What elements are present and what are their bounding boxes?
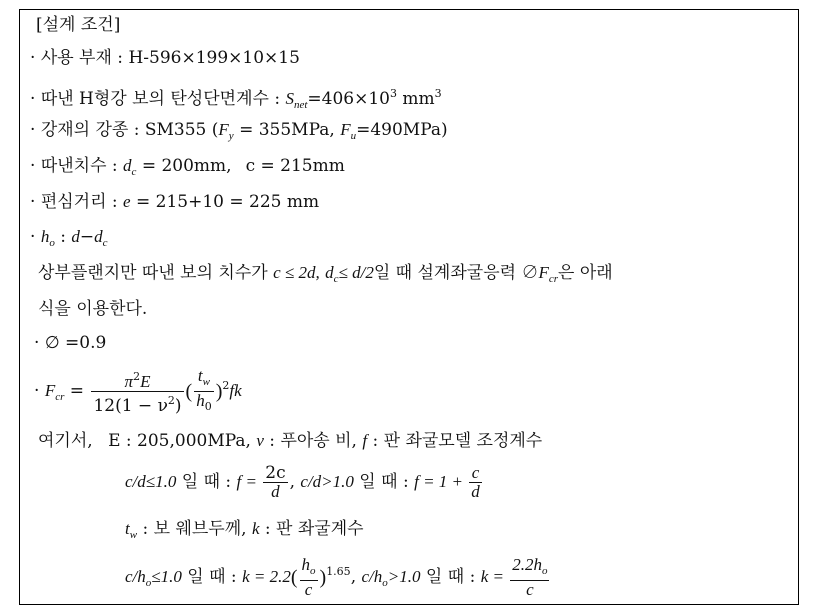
phi-line bbox=[34, 332, 106, 354]
desc-fcr: F bbox=[538, 263, 549, 282]
fu-value: =490MPa) bbox=[356, 120, 448, 140]
k1-paren-open: ( bbox=[290, 566, 298, 589]
young-e: E bbox=[140, 372, 151, 391]
k-symbol: k bbox=[251, 519, 260, 538]
phi-value: ∅ =0.9 bbox=[44, 333, 107, 353]
f-symbol: f bbox=[362, 431, 368, 450]
den-text: 12(1 − ν bbox=[93, 396, 168, 416]
k2-den-text: c bbox=[526, 580, 534, 599]
paren-close: ) bbox=[215, 380, 223, 403]
tw: t bbox=[197, 366, 203, 385]
bullet: · bbox=[34, 381, 40, 401]
pi-exponent: 2 bbox=[133, 370, 141, 383]
fcr-lhs-subscript: cr bbox=[55, 391, 65, 403]
ho-sep: : bbox=[54, 227, 72, 247]
k-cond1-subscript: o bbox=[145, 577, 152, 589]
modulus-label: 따낸 H형강 보의 탄성단면계수 : bbox=[40, 89, 286, 109]
f-when-1: 일 때 : bbox=[176, 472, 237, 492]
f2-lhs: f = 1 + bbox=[414, 472, 468, 491]
fcr-formula-line bbox=[34, 366, 242, 417]
tw-text: : 보 웨브두께, bbox=[137, 519, 252, 539]
paren-exponent: 2 bbox=[222, 379, 230, 392]
f-text: : 판 좌굴모델 조정계수 bbox=[367, 431, 543, 451]
k2-numerator bbox=[510, 556, 549, 581]
k1-fraction bbox=[300, 556, 318, 599]
k1-exponent: 1.65 bbox=[326, 565, 351, 578]
modulus-value: =406×10 bbox=[307, 89, 390, 109]
k2-num-text: 2.2h bbox=[512, 555, 542, 574]
nu-text: : 푸아송 비, bbox=[263, 431, 363, 451]
modulus-line bbox=[30, 83, 442, 116]
fk: fk bbox=[229, 381, 242, 400]
den-close: ) bbox=[174, 396, 182, 416]
k2-lhs: k = bbox=[480, 567, 509, 586]
k1-numerator bbox=[300, 556, 318, 581]
member-line bbox=[30, 47, 300, 69]
f2-den-text: d bbox=[471, 482, 480, 501]
heading: [설계 조건] bbox=[36, 15, 121, 35]
design-conditions-box bbox=[19, 9, 799, 605]
dc-subscript: c bbox=[131, 166, 137, 178]
description-line-1 bbox=[38, 262, 613, 290]
modulus-unit-exponent: 3 bbox=[434, 87, 442, 100]
fcr-main-fraction bbox=[91, 368, 183, 415]
cope-dimension-line bbox=[30, 155, 345, 183]
fu-subscript: u bbox=[350, 130, 357, 142]
f-cond1: c/d≤1.0 bbox=[125, 472, 177, 491]
desc-dc-subscript: c bbox=[333, 273, 339, 285]
desc-dc: d bbox=[325, 263, 334, 282]
desc-text-c: 은 아래 bbox=[558, 263, 613, 283]
cope-label: 따낸치수 : bbox=[40, 156, 124, 176]
member-label: 사용 부재 : bbox=[40, 48, 129, 68]
tw-line bbox=[125, 518, 364, 546]
desc-fcr-subscript: cr bbox=[548, 273, 559, 285]
k-cond1-a: c/h bbox=[125, 567, 146, 586]
f1-denominator bbox=[263, 483, 287, 501]
ecc-value: = 215+10 = 225 mm bbox=[130, 192, 320, 212]
where-label: 여기서, bbox=[38, 431, 93, 451]
f-case-line: c/d≤1.0 일 때 : f = $\frac{2c}{d}$ , c/d>1.0 일 때 : f = 1 + $\frac{c}{d}$ bbox=[125, 463, 480, 501]
k1-den-text: c bbox=[304, 580, 313, 599]
c-value: c = 215mm bbox=[245, 156, 345, 176]
bullet: · bbox=[30, 89, 36, 109]
ho-minus: − bbox=[79, 227, 95, 247]
steel-grade-line bbox=[30, 119, 448, 147]
ho-dc-subscript: c bbox=[102, 237, 108, 249]
tw-symbol: t bbox=[125, 519, 130, 538]
desc-text-b: 일 때 설계좌굴응력 bbox=[373, 263, 522, 283]
desc-cond2: ≤ d/2 bbox=[338, 263, 374, 282]
tw-numerator bbox=[194, 367, 214, 392]
description-line-2: 식을 이용한다. bbox=[38, 299, 148, 319]
dc-value: = 200mm, bbox=[136, 156, 232, 176]
k-when-1: 일 때 : bbox=[181, 567, 243, 587]
ho-dc: d bbox=[94, 227, 103, 246]
tw-h0-fraction bbox=[194, 367, 214, 416]
h0-denominator bbox=[194, 392, 214, 416]
bullet: · bbox=[30, 156, 36, 176]
modulus-subscript: net bbox=[293, 99, 308, 111]
fcr-lhs: F bbox=[44, 381, 56, 400]
bullet: · bbox=[30, 120, 36, 140]
k-when-2: 일 때 : bbox=[420, 567, 481, 587]
phi-symbol: ∅ bbox=[521, 263, 539, 283]
fcr-numerator bbox=[91, 368, 183, 392]
where-line bbox=[38, 430, 542, 452]
h0-subscript: 0 bbox=[204, 400, 212, 413]
fcr-eq: = bbox=[64, 381, 90, 401]
k1-num-h: h bbox=[301, 555, 311, 574]
ho-symbol: h bbox=[40, 227, 50, 246]
f1-fraction bbox=[263, 464, 287, 501]
where-e: E : 205,000MPa, bbox=[108, 431, 257, 451]
k2-denominator bbox=[510, 581, 549, 599]
fy-symbol: F bbox=[218, 120, 229, 139]
modulus-unit: mm bbox=[396, 89, 435, 109]
k-cond2-b: >1.0 bbox=[387, 567, 421, 586]
f2-denominator bbox=[469, 483, 482, 501]
bullet: · bbox=[30, 192, 36, 212]
k1-denominator bbox=[300, 581, 318, 599]
k-cond2-subscript: o bbox=[382, 577, 388, 589]
k2-fraction bbox=[510, 556, 549, 599]
f1-lhs: f = bbox=[236, 472, 262, 491]
ecc-symbol: e bbox=[123, 192, 131, 211]
f2-numerator bbox=[469, 464, 482, 483]
nu-exponent: 2 bbox=[167, 394, 175, 407]
k-cond1-b: ≤1.0 bbox=[151, 567, 182, 586]
fy-value: = 355MPa, bbox=[233, 120, 341, 140]
k2-num-subscript: o bbox=[541, 565, 548, 577]
ho-d: d bbox=[71, 227, 80, 246]
f2-num-text: c bbox=[471, 463, 480, 482]
modulus-symbol: S bbox=[285, 89, 294, 108]
tw-subscript: w bbox=[202, 376, 210, 388]
f1-den-text: d bbox=[271, 482, 280, 501]
bullet: · bbox=[30, 48, 36, 68]
desc-cond1: c ≤ 2d, bbox=[273, 263, 320, 282]
f-cond2: c/d>1.0 bbox=[300, 472, 354, 491]
k1-num-subscript: o bbox=[310, 565, 316, 577]
paren-open: ( bbox=[185, 380, 193, 403]
fu-symbol: F bbox=[340, 120, 351, 139]
k-cond2-a: c/h bbox=[361, 567, 383, 586]
pi: π bbox=[124, 372, 134, 391]
f1-numerator: 2c bbox=[265, 463, 286, 483]
ho-line bbox=[30, 226, 108, 254]
modulus-exponent: 3 bbox=[389, 87, 397, 100]
eccentricity-line bbox=[30, 191, 319, 213]
ecc-label: 편심거리 : bbox=[40, 192, 124, 212]
h0: h bbox=[196, 391, 205, 410]
k-case-line: $c/h_o\le 1.0$ 일 때 : k = 2.2( $\frac{h_o}{c}$ )$^{1.65}$, $c/h_o>1.0$ 일 때 : k = $\frac{2.2h_o}{c}$ bbox=[125, 555, 548, 599]
f-when-2: 일 때 : bbox=[353, 472, 415, 492]
f2-fraction bbox=[469, 464, 482, 501]
fy-subscript: y bbox=[228, 130, 234, 142]
bullet: · bbox=[30, 227, 36, 247]
member-value: H-596×199×10×15 bbox=[128, 48, 300, 68]
dc-symbol: d bbox=[123, 156, 132, 175]
fcr-denominator bbox=[91, 392, 183, 415]
k-text: : 판 좌굴계수 bbox=[259, 519, 364, 539]
bullet: · bbox=[34, 333, 40, 353]
ho-subscript: o bbox=[49, 237, 55, 249]
tw-symbol-subscript: w bbox=[129, 529, 138, 541]
nu-symbol: ν bbox=[256, 431, 264, 450]
k1-lhs: k = 2.2 bbox=[242, 567, 291, 586]
k1-paren-close: ) bbox=[319, 566, 327, 589]
steel-label: 강재의 강종 : SM355 ( bbox=[40, 120, 219, 140]
desc-text-a: 상부플랜지만 따낸 보의 치수가 bbox=[38, 263, 274, 283]
